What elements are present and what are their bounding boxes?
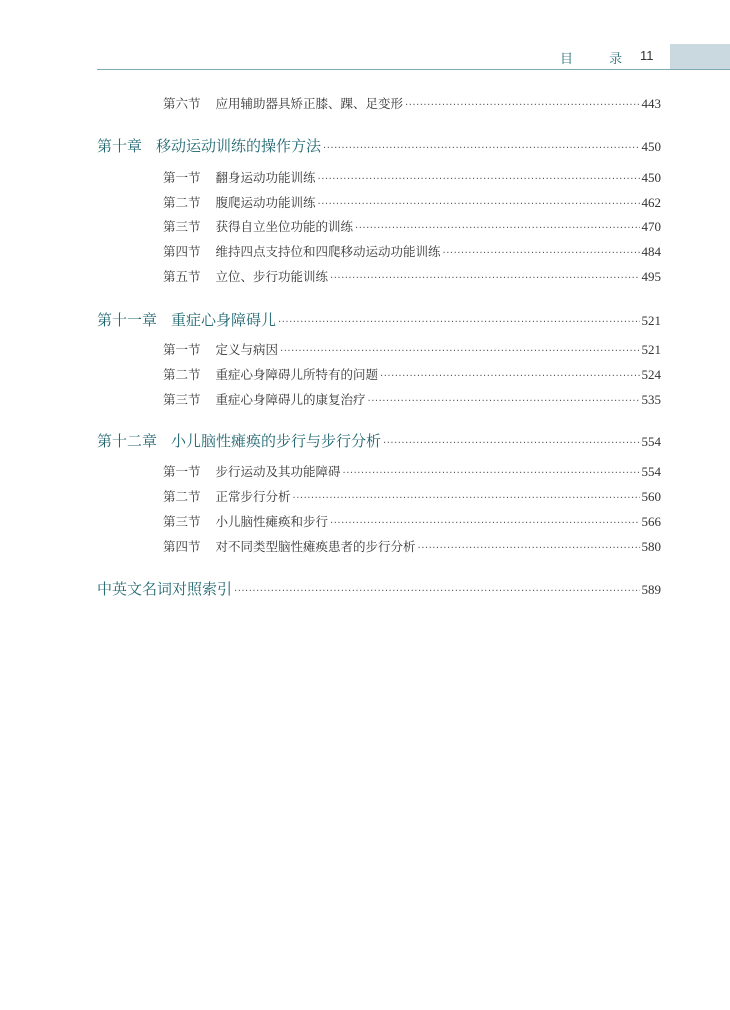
toc-chapter-entry[interactable] [97,430,661,451]
toc-entry-title: 腹爬运动功能训练 [215,195,316,210]
toc-leader-dots [323,143,639,154]
toc-leader-dots [280,346,639,357]
toc-leader-dots [330,273,639,284]
toc-section-entry[interactable] [163,462,661,480]
toc-entry-page: 450 [641,170,661,185]
toc-entry-page: 450 [641,139,661,154]
toc-entry-title: 定义与病因 [215,342,279,357]
toc-entry-page: 521 [641,342,661,357]
toc-entry-title: 重症心身障碍儿的康复治疗 [215,392,366,407]
header-color-tab [670,44,730,70]
toc-entry-page: 554 [641,434,661,449]
toc-entry-page: 589 [641,582,661,597]
toc-entry-title: 维持四点支持位和四爬移动运动功能训练 [215,244,441,259]
toc-index-entry[interactable] [97,578,661,599]
toc-chapter-entry[interactable] [97,135,661,156]
page-number: 11 [640,48,654,63]
toc-entry-number: 第十一章 [97,311,158,329]
toc-entry-number: 第二节 [163,489,201,504]
toc-leader-dots [293,493,640,504]
toc-leader-dots [330,518,639,529]
toc-leader-dots [418,543,640,554]
toc-entry-title: 翻身运动功能训练 [215,170,316,185]
toc-section-entry[interactable] [163,537,661,555]
toc-leader-dots [318,199,640,210]
toc-section-entry[interactable] [163,267,661,285]
toc-entry-page: 560 [641,489,661,504]
toc-entry-page: 462 [641,195,661,210]
toc-entry-page: 484 [641,244,661,259]
toc-entry-number: 第四节 [163,244,201,259]
toc-entry-number: 第一节 [163,170,201,185]
toc-entry-number: 第四节 [163,539,201,554]
toc-leader-dots [380,371,639,382]
toc-leader-dots [278,317,639,328]
toc-entry-title: 对不同类型脑性瘫痪患者的步行分析 [215,539,416,554]
toc-section-entry[interactable] [163,242,661,260]
toc-section-entry[interactable] [163,193,661,211]
toc-entry-title: 正常步行分析 [215,489,291,504]
toc-entry-page: 535 [641,392,661,407]
toc-entry-page: 566 [641,514,661,529]
toc-entry-number: 第十章 [97,137,143,155]
toc-entry-title: 移动运动训练的操作方法 [156,137,322,155]
toc-entry-number: 第一节 [163,464,201,479]
toc-entry-page: 554 [641,464,661,479]
toc-entry-title: 小儿脑性瘫痪和步行 [215,514,329,529]
toc-entry-page: 521 [641,313,661,328]
toc-section-entry[interactable] [163,365,661,383]
header-rule [97,69,730,70]
toc-leader-dots [318,174,640,185]
toc-entry-number: 第一节 [163,342,201,357]
toc-leader-dots [368,396,640,407]
toc-entry-title: 中英文名词对照索引 [97,580,233,598]
toc-section-entry[interactable] [163,390,661,408]
toc-entry-title: 重症心身障碍儿所特有的问题 [215,367,379,382]
toc-section-entry[interactable] [163,340,661,358]
toc-entry-number: 第十二章 [97,432,158,450]
toc-entry-number: 第六节 [163,96,201,111]
toc-leader-dots [355,223,639,234]
toc-entry-number: 第二节 [163,367,201,382]
toc-entry-number: 第二节 [163,195,201,210]
toc-section-entry[interactable] [163,168,661,186]
toc-entry-number: 第三节 [163,514,201,529]
toc-section-entry[interactable] [163,512,661,530]
toc-entry-title: 应用辅助器具矫正膝、踝、足变形 [215,96,404,111]
toc-section-entry[interactable] [163,487,661,505]
toc-leader-dots [343,468,640,479]
toc-entry-page: 470 [641,219,661,234]
header-title: 目 录 [560,52,639,67]
toc-section-entry[interactable] [163,94,661,112]
toc-leader-dots [443,248,640,259]
toc-entry-number: 第三节 [163,219,201,234]
toc-leader-dots [383,438,639,449]
toc-entry-page: 443 [641,96,661,111]
toc-entry-page: 524 [641,367,661,382]
toc-entry-title: 小儿脑性瘫痪的步行与步行分析 [171,432,382,450]
toc-leader-dots [405,100,639,111]
toc-entry-number: 第五节 [163,269,201,284]
toc-entry-title: 获得自立坐位功能的训练 [215,219,354,234]
toc-entry-number: 第三节 [163,392,201,407]
toc-chapter-entry[interactable] [97,309,661,330]
toc-entry-title: 步行运动及其功能障碍 [215,464,341,479]
toc-section-entry[interactable] [163,217,661,235]
toc-entry-title: 重症心身障碍儿 [171,311,277,329]
running-header [0,0,730,80]
toc-leader-dots [234,586,639,597]
toc-entry-page: 495 [641,269,661,284]
toc-entry-page: 580 [641,539,661,554]
toc-entry-title: 立位、步行功能训练 [215,269,329,284]
